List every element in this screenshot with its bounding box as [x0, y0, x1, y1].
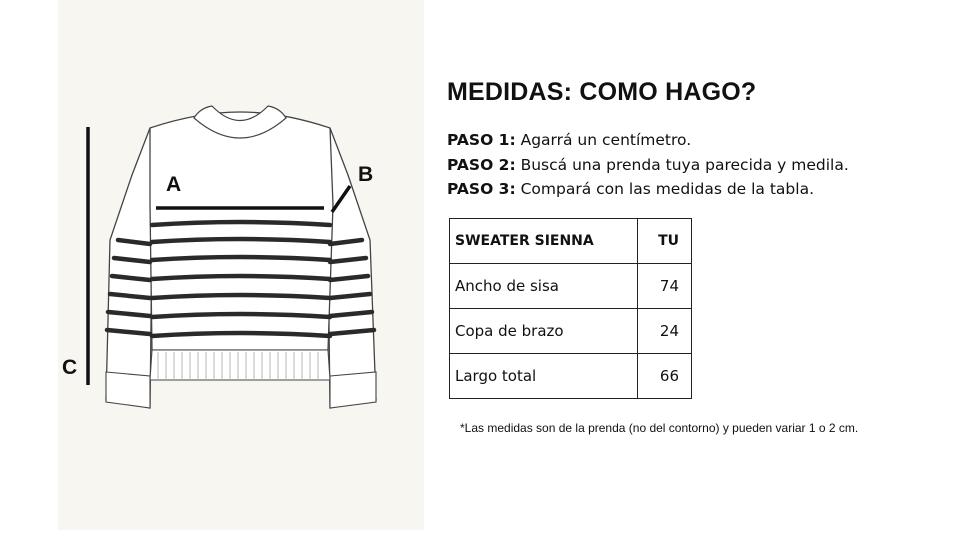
step-label: PASO 1:	[447, 131, 516, 149]
sweater-illustration	[58, 0, 424, 530]
measure-label-cell: Ancho de sisa	[450, 264, 638, 309]
page-title: MEDIDAS: COMO HAGO?	[447, 78, 757, 106]
measure-label-cell: Copa de brazo	[450, 309, 638, 354]
measure-value-cell: 24	[638, 309, 692, 354]
label-b: B	[358, 163, 374, 186]
table-row	[450, 264, 692, 309]
step-text: Agarrá un centímetro.	[520, 131, 692, 149]
label-c: C	[62, 356, 78, 379]
size-table	[449, 218, 692, 399]
table-row	[450, 309, 692, 354]
step-3	[447, 177, 849, 202]
table-header-row	[450, 219, 692, 264]
step-label: PASO 2:	[447, 155, 516, 174]
step-2	[447, 153, 849, 178]
step-text: Compará con las medidas de la tabla.	[520, 180, 814, 198]
measure-value-cell: 66	[638, 354, 692, 399]
label-a: A	[166, 173, 182, 196]
step-label: PASO 3:	[447, 180, 516, 198]
product-name-header: SWEATER SIENNA	[450, 219, 638, 264]
measure-value-cell: 74	[638, 264, 692, 309]
step-1	[447, 128, 849, 153]
sweater-illustration-panel	[58, 0, 424, 530]
size-header: TU	[638, 219, 692, 264]
step-text: Buscá una prenda tuya parecida y medila.	[520, 155, 849, 174]
measure-label-cell: Largo total	[450, 354, 638, 399]
measurement-note: *Las medidas son de la prenda (no del contorno) y pueden variar 1 o 2 cm.	[460, 421, 859, 435]
steps-list	[447, 128, 849, 202]
table-row	[450, 354, 692, 399]
